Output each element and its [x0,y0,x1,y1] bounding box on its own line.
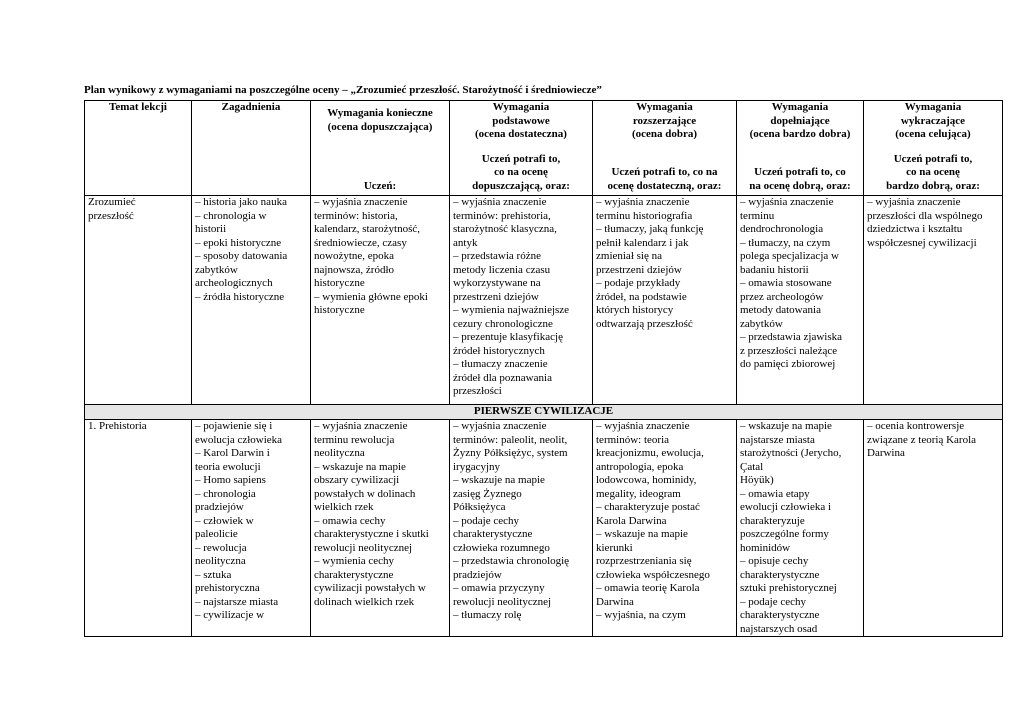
cell-line: rozszerzające [632,114,697,127]
cell-line: z przeszłości należące [740,344,838,357]
cell-line: neolityczna [195,555,246,567]
cell-line: – wyjaśnia znaczenie [453,420,547,432]
requirements-table [84,100,1003,637]
cell-line: metody liczenia czasu [453,263,551,276]
cell-issues [192,420,311,637]
cell-line: historii [195,223,227,235]
cell-line: wykorzystywane na [453,277,541,289]
cell-dopelniajace [737,196,864,405]
cell-line: terminu rewolucja [314,433,395,446]
cell-line: – tłumaczy rolę [453,609,522,621]
cell-line: sztuki prehistorycznej [740,582,837,594]
cell-line: – omawia cechy [314,514,386,527]
cell-line: nowożytne, epoka [314,250,395,262]
cell-line: wielkich rzek [314,501,374,513]
cell-line: związane z teorią Karola [867,433,977,446]
cell-line: Wymagania [904,101,962,113]
cell-line: dziedzictwa i kształtu [867,223,963,235]
cell-line: przestrzeni dziejów [453,290,539,303]
cell-line: co na ocenę [906,166,960,178]
cell-line: metody datowania [740,304,821,316]
cell-line: źródeł dla poznawania [453,371,552,384]
cell-line: terminu [740,209,775,222]
cell-line: – przedstawia chronologię [453,555,570,567]
cell-line: megality, ideogram [596,487,681,500]
cell-line: – wymienia główne epoki [314,290,428,303]
cell-line: do pamięci zbiorowej [740,358,836,370]
cell-line: historyczne [314,304,365,316]
cell-topic [85,420,192,637]
cell-line: pradziejów [453,568,502,581]
cell-line: podstawowe [492,114,550,127]
cell-line: hominidów [740,541,791,554]
cell-line: przez archeologów [740,290,824,303]
cell-line: – omawia teorię Karola [596,582,700,594]
cell-line: – wyjaśnia znaczenie [453,196,547,208]
cell-line: – pojawienie się i [195,420,273,432]
cell-line: odtwarzają przeszłość [596,317,693,330]
cell-line: pradziejów [195,501,244,513]
cell-konieczne [311,196,450,405]
cell-topic [85,196,192,405]
cell-line: źródeł, na podstawie [596,290,687,303]
cell-line: wykraczające [900,114,966,127]
cell-line: – charakteryzuje postać [596,501,700,513]
cell-line: Uczeń: [363,179,397,192]
cell-line: bardzo dobrą, oraz: [886,179,980,192]
column-header [192,101,311,196]
cell-line: współczesnej cywilizacji [867,236,977,249]
cell-line: których historycy [596,304,674,316]
cell-line: Półksiężyca [453,501,506,513]
cell-line: terminów: historia, [314,209,398,222]
cell-line: Uczeń potrafi to, co na [611,166,718,178]
cell-line: (ocena dopuszczająca) [327,120,433,133]
cell-line: rozprzestrzeniania się [596,555,692,567]
cell-line: – podaje przykłady [596,277,681,289]
cell-line: średniowiecze, czasy [314,236,407,249]
cell-line: ewolucji człowieka i [740,501,832,513]
cell-line: zmieniał się na [596,250,662,262]
cell-line: – wyjaśnia znaczenie [740,196,834,208]
cell-line: lodowcowa, hominidy, [596,474,697,486]
cell-line: – cywilizacje w [195,609,265,621]
cell-line: Wymagania [636,101,693,113]
cell-line: rewolucji neolitycznej [453,595,552,608]
cell-line: Uczeń potrafi to, [893,152,973,165]
section-title: PIERWSZE CYWILIZACJE [85,405,1003,420]
cell-line: – omawia etapy [740,487,810,500]
cell-line: zasięg Żyznego [453,487,522,500]
cell-line: charakterystyczne i skutki [314,528,429,540]
cell-line: charakterystyczne [740,609,820,621]
cell-line: – ocenia kontrowersje [867,420,965,432]
cell-line: archeologicznych [195,277,273,289]
cell-line: Höyük) [740,474,774,486]
cell-line: – podaje cechy [740,595,806,608]
cell-line: dolinach wielkich rzek [314,595,415,608]
column-header [593,101,737,196]
cell-line: (ocena dobra) [631,128,698,140]
cell-dopelniajace [737,420,864,637]
cell-line: terminów: teoria [596,433,670,446]
cell-line: – wymienia cechy [314,555,395,567]
cell-line: dopełniające [770,114,830,127]
cell-line: – tłumaczy, na czym [740,236,831,249]
cell-line: obszary cywilizacji [314,474,400,486]
cell-line: Uczeń potrafi to, [481,152,561,165]
column-header [450,101,593,196]
cell-podstawowe [450,196,593,405]
cell-rozszerzajace [593,196,737,405]
cell-line: (ocena bardzo dobra) [749,128,851,140]
cell-line: przeszłość [88,209,134,222]
cell-line: charakterystyczne [740,568,820,581]
cell-line: terminu historiografia [596,209,693,222]
column-header [85,101,192,196]
cell-line: Temat lekcji [109,101,167,113]
cell-line: – chronologia w [195,209,267,222]
cell-line: źródeł historycznych [453,344,545,357]
cell-line: – przedstawia różne [453,250,541,262]
cell-line: Wymagania [492,101,550,113]
cell-line: Zrozumieć [88,196,136,208]
cell-line: teoria ewolucji [195,460,261,473]
cell-line: – przedstawia zjawiska [740,331,843,343]
cell-line: najstarsze miasta [740,433,815,446]
column-header [864,101,1003,196]
cell-line: paleolicie [195,528,238,540]
cell-line: (ocena celująca) [895,128,971,140]
cell-line: człowieka rozumnego [453,541,550,554]
cell-line: człowieka współczesnego [596,568,710,581]
cell-line: zabytków [740,317,783,330]
cell-line: – tłumaczy znaczenie [453,358,548,370]
cell-rozszerzajace [593,420,737,637]
cell-line: historyczne [314,277,365,289]
cell-line: kalendarz, starożytność, [314,223,420,235]
cell-line: prehistoryczna [195,582,260,594]
cell-line: – podaje cechy [453,514,519,527]
cell-line: charakterystyczne [453,528,533,540]
cell-line: Zagadnienia [221,101,281,113]
cell-line: na ocenę dobrą, oraz: [749,179,851,192]
cell-line: starożytności (Jerycho, Çatal [740,447,842,473]
cell-line: starożytność klasyczna, [453,223,557,235]
cell-line: – wyjaśnia znaczenie [314,196,408,208]
cell-line: najnowsza, źródło [314,263,395,276]
column-header [737,101,864,196]
table-row [85,196,1003,405]
cell-line: najstarszych osad [740,622,818,635]
cell-line: charakteryzuje [740,514,805,527]
table-header-row [85,101,1003,196]
cell-line: – wyjaśnia znaczenie [867,196,961,208]
cell-line: terminów: prehistoria, [453,209,551,222]
cell-line: neolityczna [314,447,365,459]
cell-line: przestrzeni dziejów [596,263,682,276]
cell-line: dendrochronologia [740,223,824,235]
cell-line: – omawia przyczyny [453,582,545,594]
cell-line: ewolucja człowieka [195,433,283,446]
cell-line: co na ocenę [494,166,548,178]
cell-line: 1. Prehistoria [88,420,147,432]
cell-line: – rewolucja [195,541,247,554]
cell-line: Żyzny Półksiężyc, system [453,447,568,459]
document-title: Plan wynikowy z wymaganiami na poszczególne oceny – „Zrozumieć przeszłość. Starożytność i średniowiecze” [84,84,602,96]
cell-line: – prezentuje klasyfikację [453,331,563,343]
cell-line: antropologia, epoka [596,460,684,473]
cell-line: cywilizacji powstałych w [314,582,426,594]
cell-wykraczajace [864,420,1003,637]
cell-line: charakterystyczne [314,568,394,581]
cell-line: – Karol Darwin i [195,447,270,459]
cell-konieczne [311,420,450,637]
cell-line: irygacyjny [453,460,501,473]
cell-line: Uczeń potrafi to, co [754,166,846,178]
cell-line: – historia jako nauka [195,196,287,208]
table-row [85,420,1003,637]
cell-line: – Homo sapiens [195,474,266,486]
cell-line: – chronologia [195,487,256,500]
cell-line: poszczególne formy [740,528,829,540]
section-row [85,405,1003,420]
cell-line: kierunki [596,541,633,554]
cell-line: – sposoby datowania [195,250,288,262]
cell-line: zabytków [195,263,238,276]
cell-podstawowe [450,420,593,637]
cell-line: kreacjonizmu, ewolucja, [596,447,704,459]
column-header [311,101,450,196]
cell-line: terminów: paleolit, neolit, [453,433,568,446]
cell-line: Karola Darwina [596,514,667,527]
cell-line: Wymagania [771,101,829,113]
cell-line: Darwina [596,595,634,608]
cell-line: – wyjaśnia znaczenie [596,196,690,208]
cell-line: – wskazuje na mapie [596,528,688,540]
cell-line: – źródła historyczne [195,290,285,303]
cell-line: cezury chronologiczne [453,317,553,330]
cell-line: – sztuka [195,568,232,581]
cell-line: – wyjaśnia znaczenie [596,420,690,432]
cell-line: (ocena dostateczna) [475,128,567,140]
cell-line: – opisuje cechy [740,555,809,567]
cell-line: dopuszczającą, oraz: [472,179,570,192]
cell-line: – wskazuje na mapie [314,460,406,473]
cell-wykraczajace [864,196,1003,405]
cell-line: Darwina [867,447,905,459]
cell-line: antyk [453,236,478,249]
cell-line: przeszłości [453,385,502,397]
cell-line: – wskazuje na mapie [453,474,545,486]
cell-line: powstałych w dolinach [314,487,416,500]
cell-line: ocenę dostateczną, oraz: [607,179,722,192]
cell-line: – wyjaśnia, na czym [596,609,686,621]
cell-line: – wymienia najważniejsze [453,304,570,316]
cell-line: – najstarsze miasta [195,595,279,608]
cell-line: polega specjalizacja w [740,250,839,262]
cell-line: Wymagania konieczne [327,107,433,119]
cell-line: – tłumaczy, jaką funkcję [596,223,704,235]
cell-line: przeszłości dla wspólnego [867,209,983,222]
cell-line: badaniu historii [740,263,809,276]
cell-line: – epoki historyczne [195,236,282,249]
cell-line: – wskazuje na mapie [740,420,832,432]
cell-issues [192,196,311,405]
cell-line: pełnił kalendarz i jak [596,236,689,249]
cell-line: – człowiek w [195,514,254,527]
cell-line: – wyjaśnia znaczenie [314,420,408,432]
cell-line: rewolucji neolitycznej [314,541,413,554]
cell-line: – omawia stosowane [740,277,832,289]
